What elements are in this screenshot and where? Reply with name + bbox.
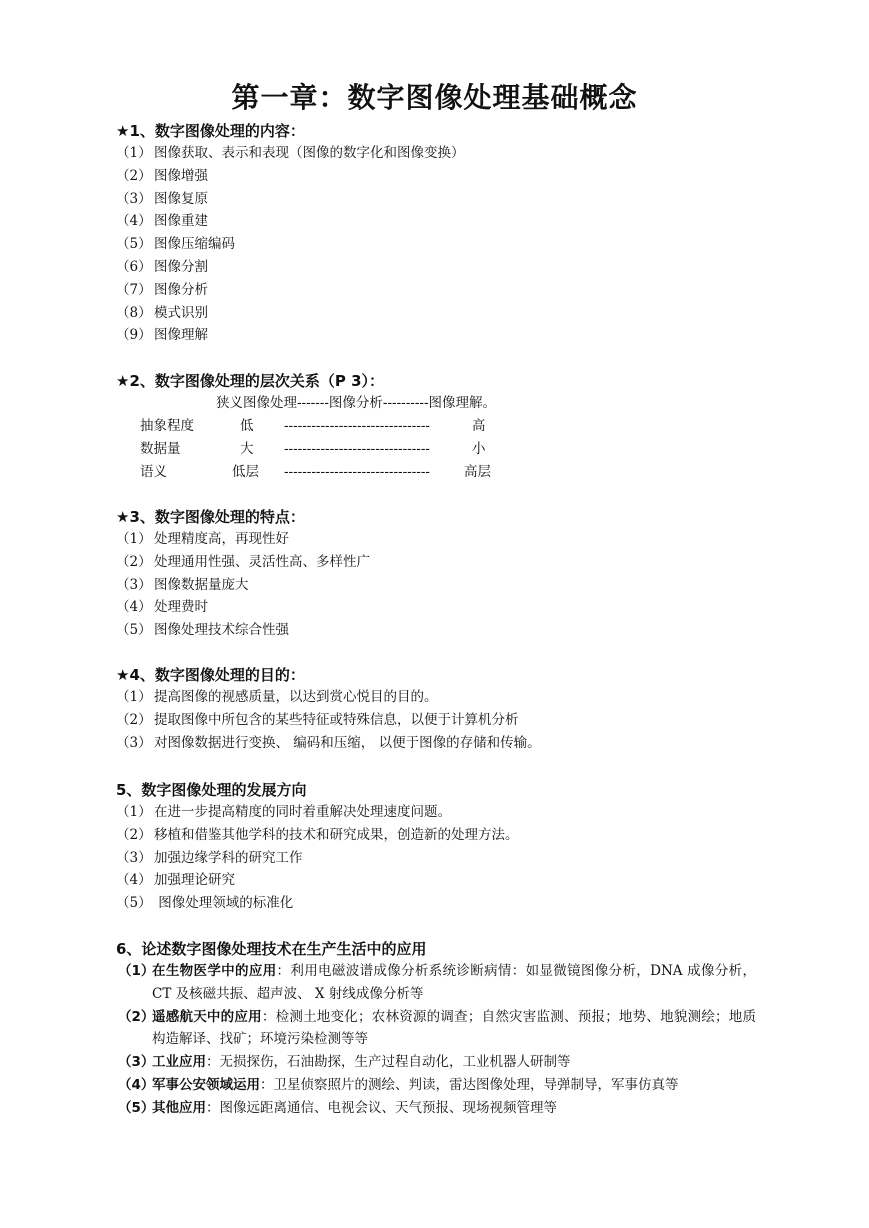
list-item: （2） 提取图像中所包含的某些特征或特殊信息，以便于计算机分析 [116, 711, 519, 728]
list-item: （9） 图像理解 [116, 327, 208, 344]
list-item: （1） 在生物医学中的应用：利用电磁波谱成像分析系统诊断病情：如显微镜图像分析，DNA 成像分析，CT 及核磁共振、超声波、 X 射线成像分析等 [118, 963, 757, 1002]
list-item: （1） 提高图像的视感质量，以达到赏心悦目的目的。 [116, 689, 438, 705]
list-item: （3） 对图像数据进行变换、 编码和压缩， 以便于图像的存储和传输。 [116, 734, 541, 751]
list-item: （2） 处理通用性强、灵活性高、多样性广 [116, 553, 370, 570]
section-heading: ★4、数字图像处理的目的： [116, 666, 305, 684]
list-item: （3） 工业应用：无损探伤，石油勘探，生产过程自动化，工业机器人研制等 [118, 1054, 571, 1071]
section-heading: 5、数字图像处理的发展方向 [116, 781, 307, 799]
list-item: （2） 移植和借鉴其他学科的技术和研究成果，创造新的处理方法。 [116, 826, 519, 843]
list-item: （3） 图像复原 [116, 190, 208, 207]
section-hierarchy [116, 370, 776, 484]
list-item: （1） 处理精度高，再现性好 [116, 531, 289, 547]
list-item: （5） 图像压缩编码 [116, 236, 235, 253]
list-item: （6） 图像分割 [116, 258, 208, 275]
section-applications [116, 938, 756, 1120]
list-item: （8） 模式识别 [116, 304, 208, 321]
list-item: （4） 加强理论研究 [116, 872, 235, 889]
section-heading: ★3、数字图像处理的特点： [116, 508, 305, 526]
section-heading: 6、论述数字图像处理技术在生产生活中的应用 [116, 940, 427, 958]
section-features [116, 506, 776, 642]
list-item: （5） 图像处理领域的标准化 [116, 895, 294, 912]
hierarchy-row: 数据量 大 -------------------------------- 小 [140, 441, 486, 457]
hierarchy-row: 语义 低层 -------------------------------- 高层 [140, 464, 491, 480]
list-item: （4） 处理费时 [116, 599, 208, 616]
list-item: （4） 图像重建 [116, 213, 208, 230]
list-item: （2） 图像增强 [116, 167, 208, 184]
section-trends [116, 779, 776, 915]
hierarchy-chain: 狭义图像处理-------图像分析----------图像理解。 [216, 395, 497, 411]
list-item: （2） 遥感航天中的应用：检测土地变化；农林资源的调查；自然灾害监测、预报；地势、地貌测绘；地质构造解译、找矿；环境污染检测等等 [118, 1008, 757, 1048]
list-item: （4） 军事公安领域运用：卫星侦察照片的测绘、判读，雷达图像处理，导弹制导，军事仿真等 [118, 1076, 679, 1093]
hierarchy-row: 抽象程度 低 -------------------------------- 高 [140, 418, 486, 434]
section-heading: ★2、数字图像处理的层次关系（P 3）： [116, 372, 385, 390]
section-content [116, 120, 776, 347]
section-heading: ★1、数字图像处理的内容： [116, 122, 305, 140]
page-title: 第一章：数字图像处理基础概念 [231, 81, 638, 114]
list-item: （3） 加强边缘学科的研究工作 [116, 849, 303, 866]
section-purpose [116, 664, 776, 754]
list-item: （7） 图像分析 [116, 281, 208, 298]
list-item: （5） 其他应用：图像远距离通信、电视会议、天气预报、现场视频管理等 [118, 1099, 557, 1116]
list-item: （1） 在进一步提高精度的同时着重解决处理速度问题。 [116, 804, 451, 820]
list-item: （3） 图像数据量庞大 [116, 576, 249, 593]
list-item: （1） 图像获取、表示和表现（图像的数字化和图像变换） [116, 145, 465, 161]
list-item: （5） 图像处理技术综合性强 [116, 622, 289, 639]
